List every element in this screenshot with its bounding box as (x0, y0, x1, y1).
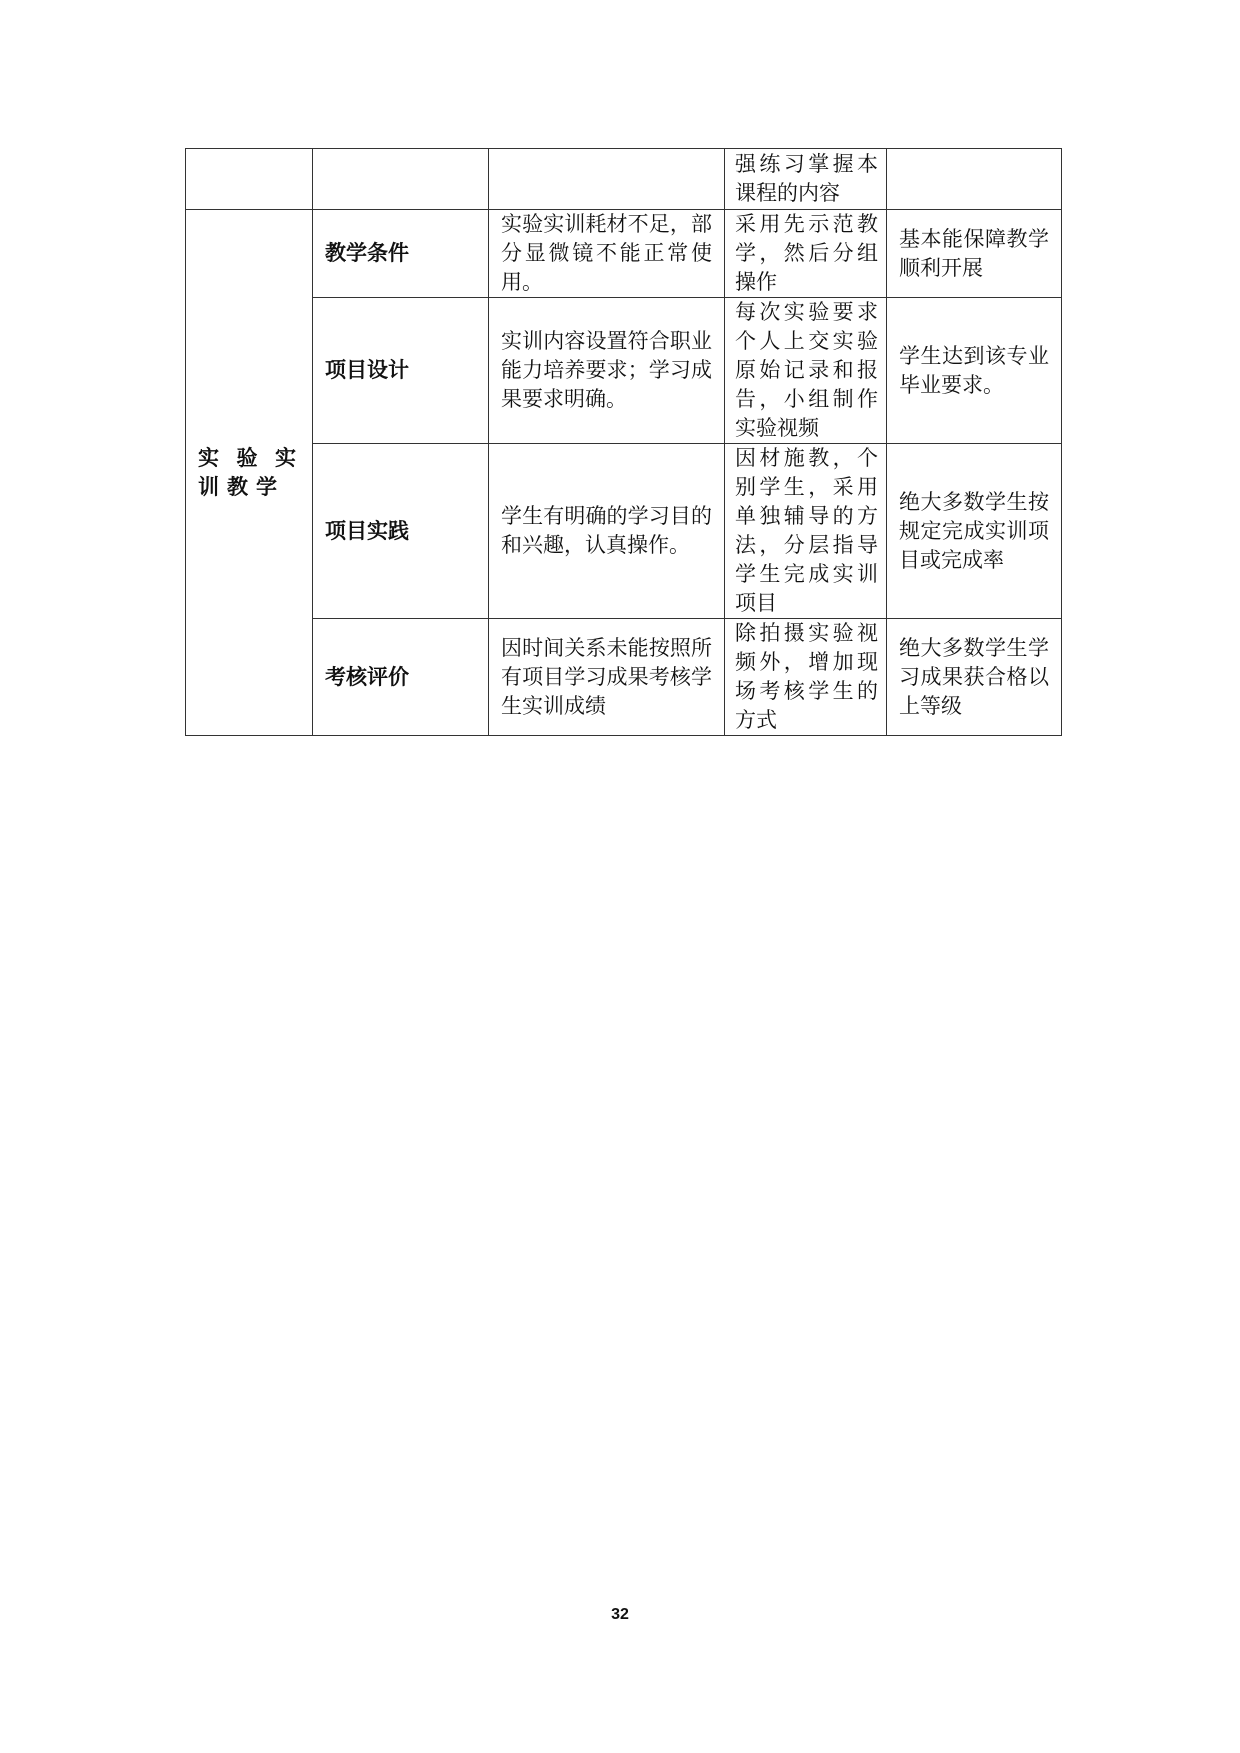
item-cell: 项目设计 (313, 298, 489, 444)
table-row (186, 444, 1062, 619)
table-row (186, 298, 1062, 444)
problem-cell: 因时间关系未能按照所有项目学习成果考核学生实训成绩 (489, 619, 725, 736)
measure-cell: 采用先示范教学，然后分组操作 (725, 210, 887, 298)
item-cell: 教学条件 (313, 210, 489, 298)
problem-cell: 实验实训耗材不足，部分显微镜不能正常使用。 (489, 210, 725, 298)
empty-cell (489, 149, 725, 210)
page-number: 32 (611, 1606, 629, 1623)
measure-cell: 每次实验要求个人上交实验原始记录和报告，小组制作实验视频 (725, 298, 887, 444)
item-cell: 考核评价 (313, 619, 489, 736)
table-row (186, 210, 1062, 298)
measure-cell: 除拍摄实验视频外，增加现场考核学生的方式 (725, 619, 887, 736)
table-row-continuation (186, 149, 1062, 210)
effect-cell: 学生达到该专业毕业要求。 (887, 298, 1062, 444)
evaluation-table (185, 148, 1062, 736)
item-cell: 项目实践 (313, 444, 489, 619)
problem-cell: 实训内容设置符合职业能力培养要求；学习成果要求明确。 (489, 298, 725, 444)
empty-cell (313, 149, 489, 210)
table-row (186, 619, 1062, 736)
category-cell: 实验实训教学 (186, 210, 313, 736)
problem-cell: 学生有明确的学习目的和兴趣，认真操作。 (489, 444, 725, 619)
effect-cell: 绝大多数学生学习成果获合格以上等级 (887, 619, 1062, 736)
empty-cell (186, 149, 313, 210)
empty-cell (887, 149, 1062, 210)
effect-cell: 基本能保障教学顺利开展 (887, 210, 1062, 298)
measure-cell: 因材施教，个别学生，采用单独辅导的方法，分层指导学生完成实训项目 (725, 444, 887, 619)
measure-cell: 强练习掌握本课程的内容 (725, 149, 887, 210)
effect-cell: 绝大多数学生按规定完成实训项目或完成率 (887, 444, 1062, 619)
